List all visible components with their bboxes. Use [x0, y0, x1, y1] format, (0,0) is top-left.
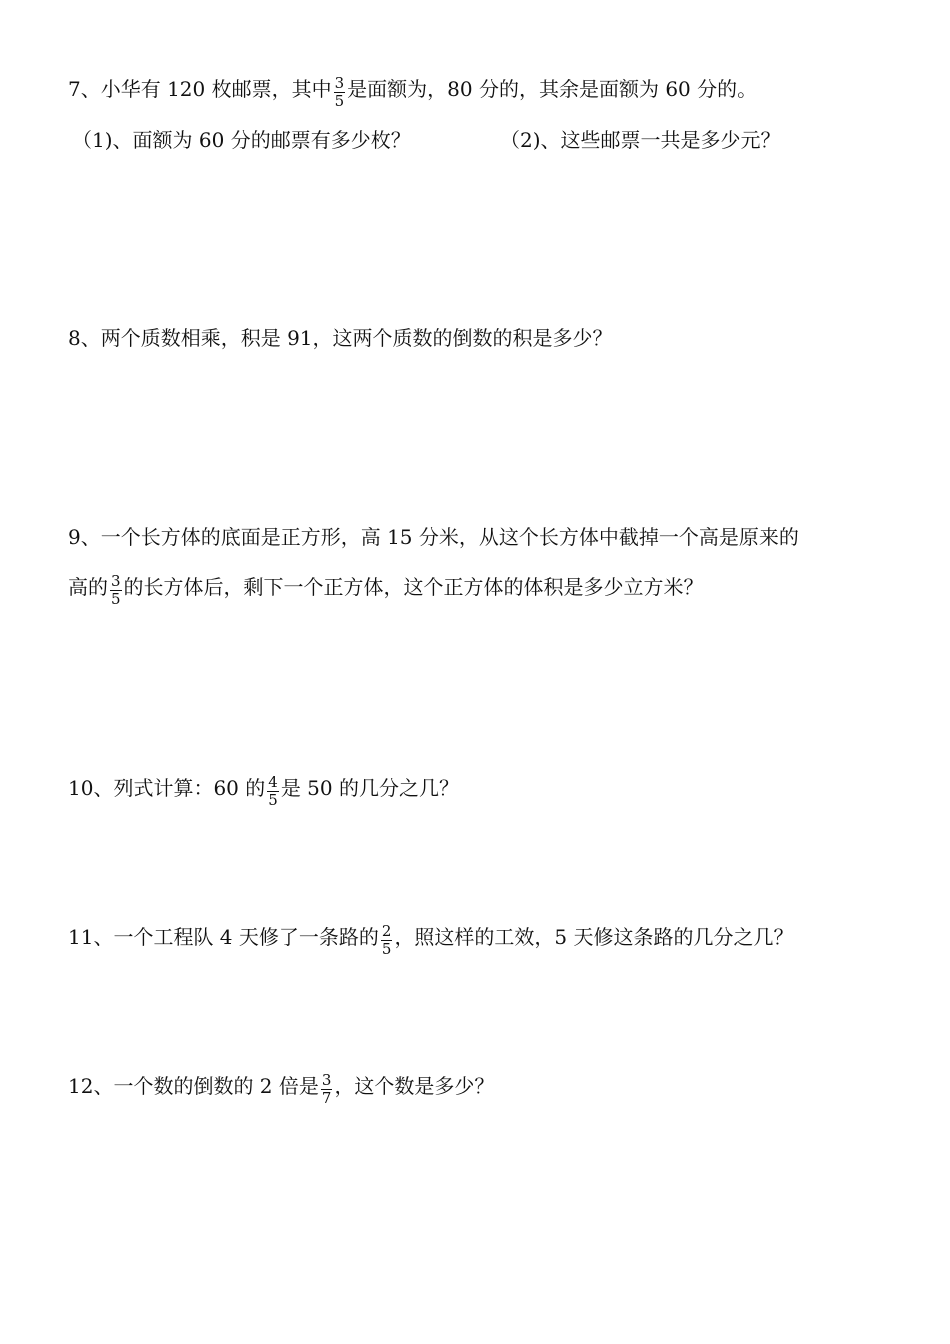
fraction-numerator: 2: [381, 922, 392, 940]
question-11-text-pre: 11、一个工程队 4 天修了一条路的: [68, 925, 379, 949]
question-9-fraction: [110, 574, 122, 607]
question-12-fraction: [321, 1073, 333, 1106]
fraction-numerator: 3: [111, 572, 121, 590]
fraction-denominator: 7: [321, 1089, 332, 1107]
question-10-text-post: 是 50 的几分之几？: [280, 776, 459, 800]
question-11-text-post: ，照这样的工效，5 天修这条路的几分之几？: [394, 925, 794, 949]
fraction-denominator: 5: [268, 791, 278, 809]
question-9-text-pre: 高的: [68, 575, 108, 599]
question-7-fraction: [334, 76, 346, 109]
question-7-text-post: 是面额为，80 分的，其余是面额为 60 分的。: [347, 77, 758, 101]
question-9-line-2: [68, 572, 704, 608]
question-12-text-post: ，这个数是多少？: [334, 1074, 495, 1098]
fraction-numerator: 3: [334, 74, 345, 92]
question-7-subquestion-1: （1)、面额为 60 分的邮票有多少枚？: [72, 128, 411, 152]
fraction-denominator: 5: [334, 92, 345, 110]
question-9-text-post: 的长方体后，剩下一个正方体，这个正方体的体积是多少立方米？: [123, 575, 704, 599]
question-12-text-pre: 12、一个数的倒数的 2 倍是: [68, 1074, 319, 1098]
fraction-denominator: 5: [381, 940, 392, 958]
fraction-numerator: 4: [268, 773, 278, 791]
question-11: [68, 922, 794, 958]
question-9-line-1: 9、一个长方体的底面是正方形，高 15 分米，从这个长方体中截掉一个高是原来的: [68, 525, 799, 549]
question-10-text-pre: 10、列式计算：60 的: [68, 776, 266, 800]
question-7: [68, 74, 758, 110]
question-7-subquestion-2: （2)、这些邮票一共是多少元？: [500, 128, 781, 152]
question-7-text-pre: 7、小华有 120 枚邮票，其中: [68, 77, 332, 101]
fraction-denominator: 5: [111, 590, 121, 608]
question-10-fraction: [267, 775, 279, 808]
fraction-numerator: 3: [321, 1071, 332, 1089]
question-8: 8、两个质数相乘，积是 91，这两个质数的倒数的积是多少？: [68, 326, 613, 350]
question-10: [68, 773, 459, 809]
question-11-fraction: [381, 924, 393, 957]
question-12: [68, 1071, 495, 1107]
